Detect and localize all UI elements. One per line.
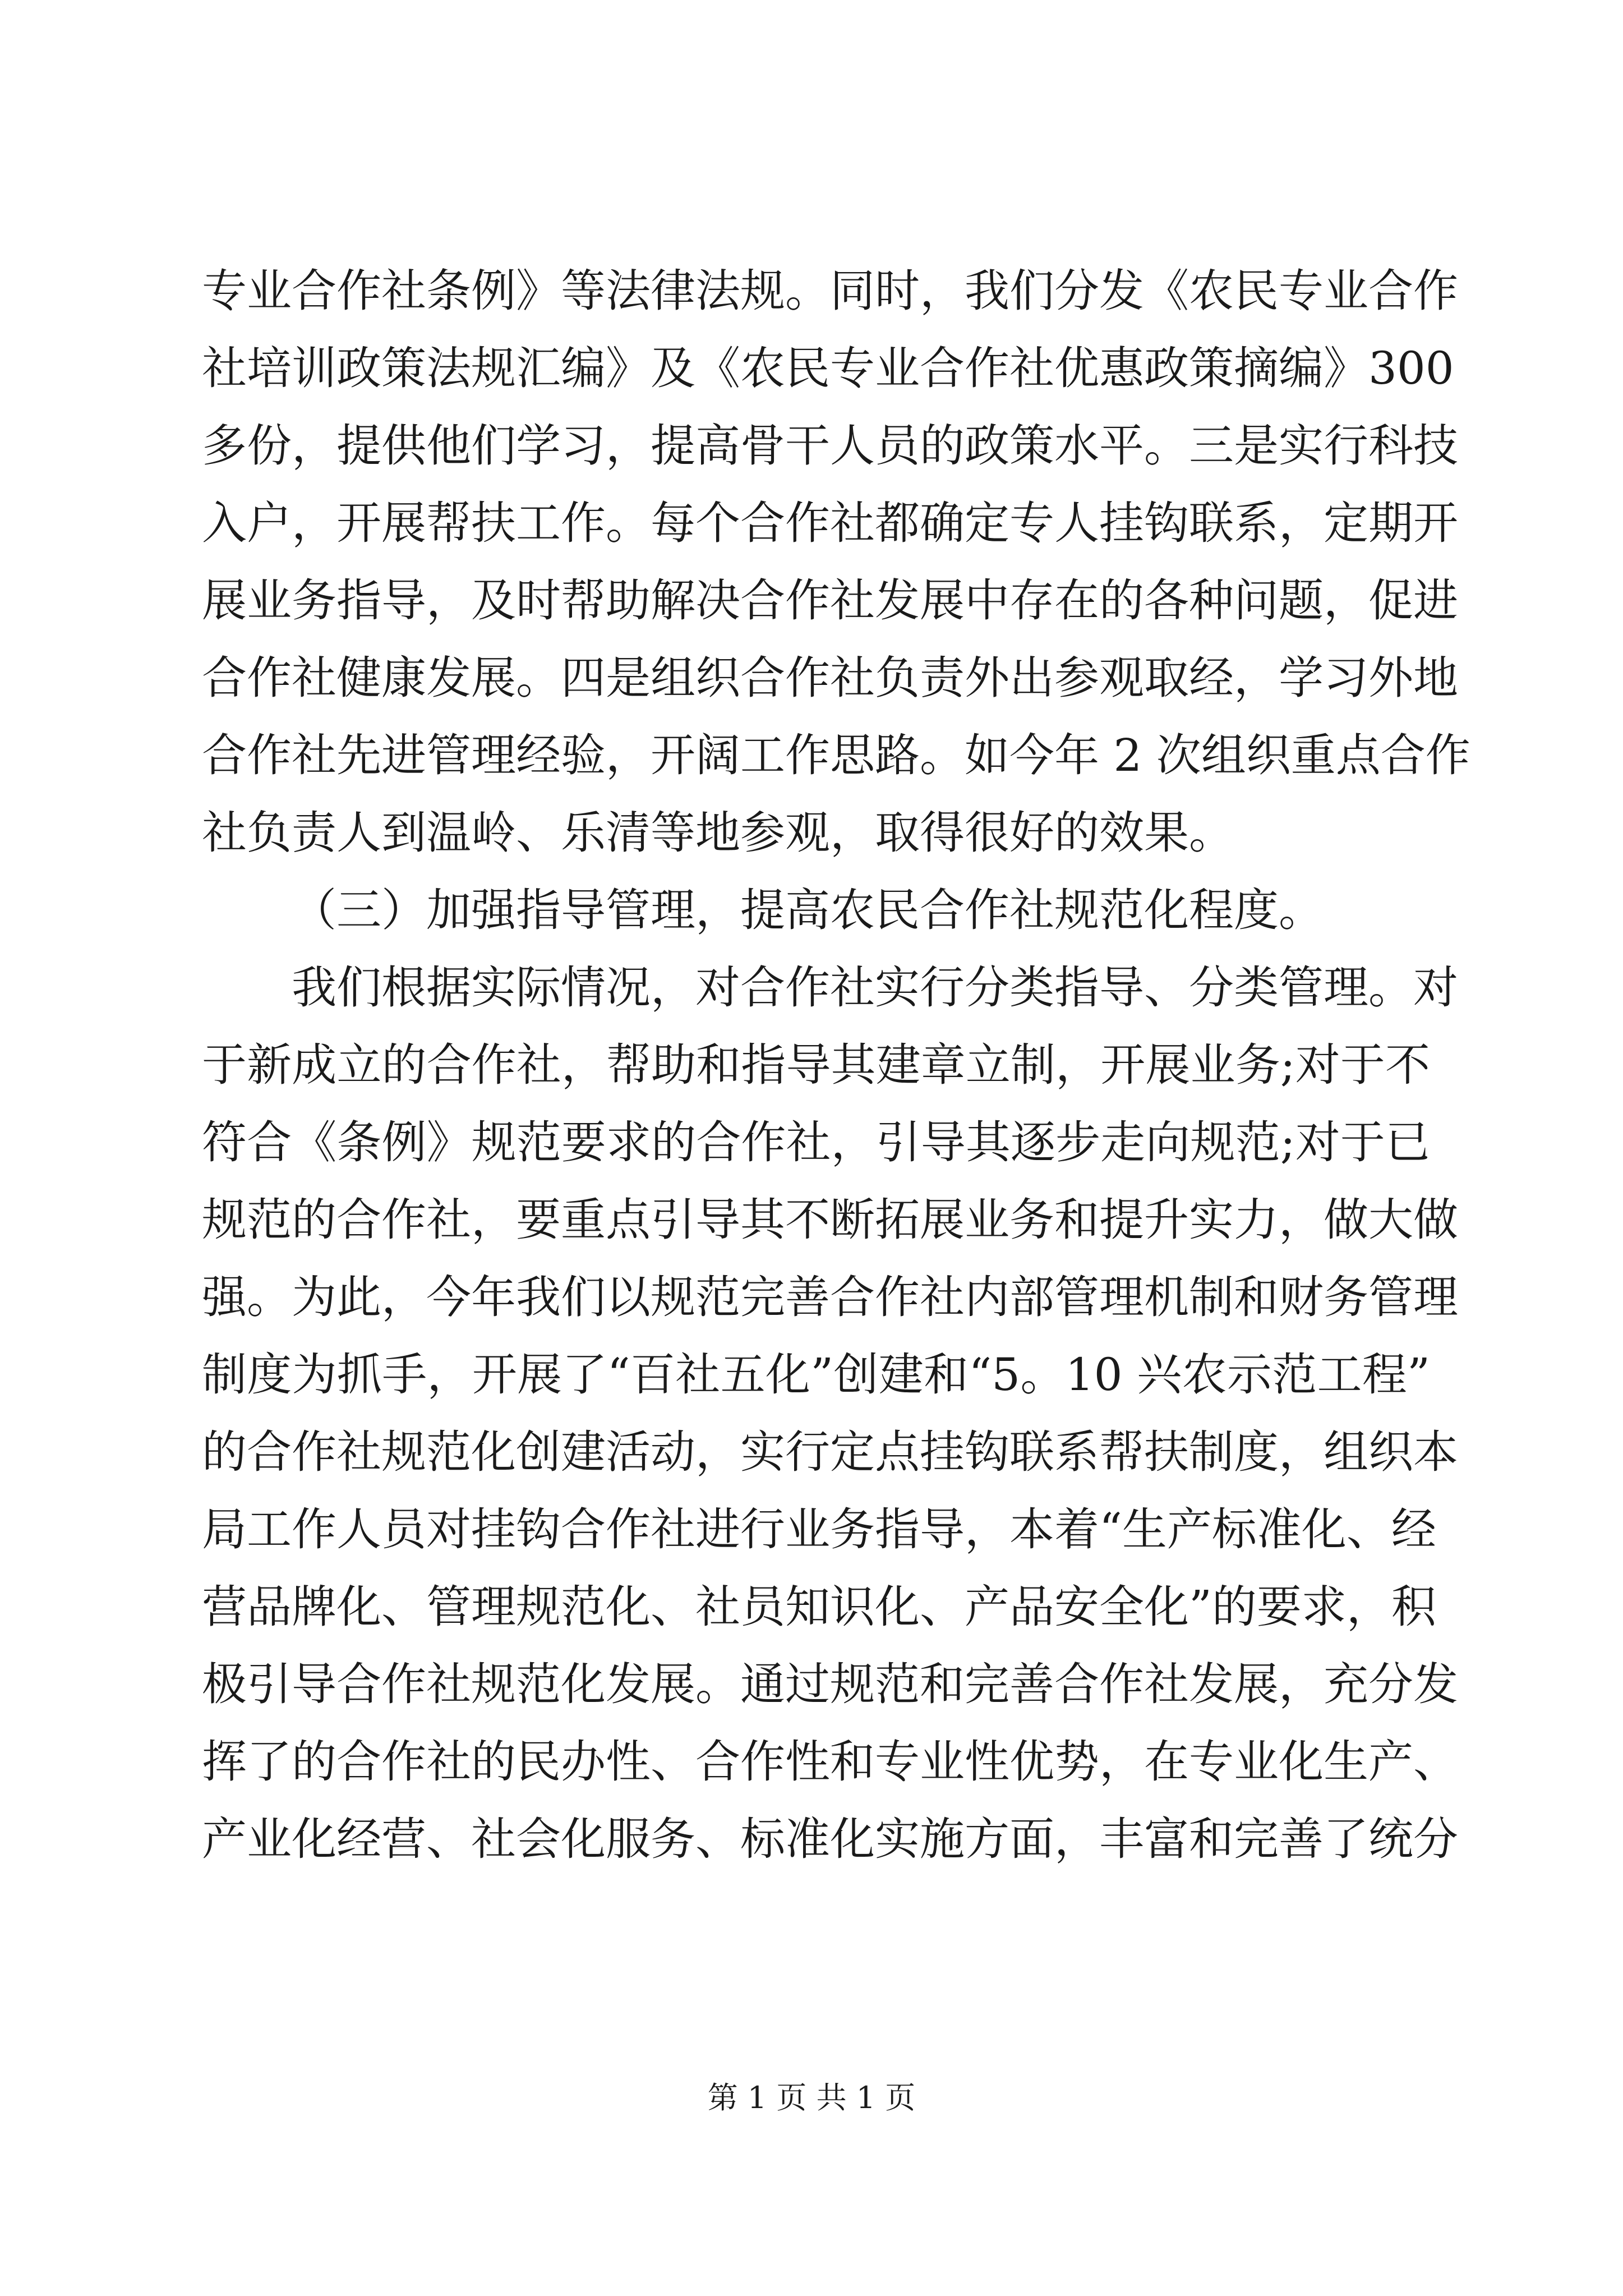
text-line: 合作社健康发展。四是组织合作社负责外出参观取经，学习外地	[202, 652, 1458, 704]
text-line: 强。为此，今年我们以规范完善合作社内部管理机制和财务管理	[202, 1271, 1458, 1323]
text-line: 社培训政策法规汇编》及《农民专业合作社优惠政策摘编》300	[202, 342, 1454, 394]
text-line: 合作社先进管理经验，开阔工作思路。如今年 2 次组织重点合作	[202, 729, 1470, 781]
text-line: 社负责人到温岭、乐清等地参观，取得很好的效果。	[202, 807, 1234, 859]
text-line: 入户，开展帮扶工作。每个合作社都确定专人挂钩联系，定期开	[202, 497, 1458, 549]
text-line: 产业化经营、社会化服务、标准化实施方面，丰富和完善了统分	[202, 1813, 1458, 1865]
body-text	[202, 252, 1470, 1878]
section-heading: （三）加强指导管理，提高农民合作社规范化程度。	[292, 884, 1324, 936]
text-line: 的合作社规范化创建活动，实行定点挂钩联系帮扶制度，组织本	[202, 1426, 1458, 1478]
text-line: 挥了的合作社的民办性、合作性和专业性优势，在专业化生产、	[202, 1736, 1458, 1788]
text-line: 多份，提供他们学习，提高骨干人员的政策水平。三是实行科技	[202, 420, 1458, 472]
text-line: 专业合作社条例》等法律法规。同时，我们分发《农民专业合作	[202, 265, 1458, 317]
text-line: 极引导合作社规范化发展。通过规范和完善合作社发展，充分发	[202, 1658, 1458, 1710]
text-line: 符合《条例》规范要求的合作社，引导其逐步走向规范;对于已	[202, 1116, 1430, 1168]
text-line: 展业务指导，及时帮助解决合作社发展中存在的各种问题，促进	[202, 574, 1458, 627]
text-line: 制度为抓手，开展了“百社五化”创建和“5。10 兴农示范工程”	[202, 1349, 1430, 1401]
text-line: 我们根据实际情况，对合作社实行分类指导、分类管理。对	[292, 961, 1458, 1014]
text-line: 规范的合作社，要重点引导其不断拓展业务和提升实力，做大做	[202, 1194, 1458, 1246]
text-line: 局工作人员对挂钩合作社进行业务指导，本着“生产标准化、经	[202, 1503, 1436, 1556]
page-footer: 第 1 页 共 1 页	[707, 2080, 916, 2115]
text-line: 于新成立的合作社，帮助和指导其建章立制，开展业务;对于不	[202, 1039, 1430, 1091]
text-line: 营品牌化、管理规范化、社员知识化、产品安全化”的要求，积	[202, 1581, 1436, 1633]
